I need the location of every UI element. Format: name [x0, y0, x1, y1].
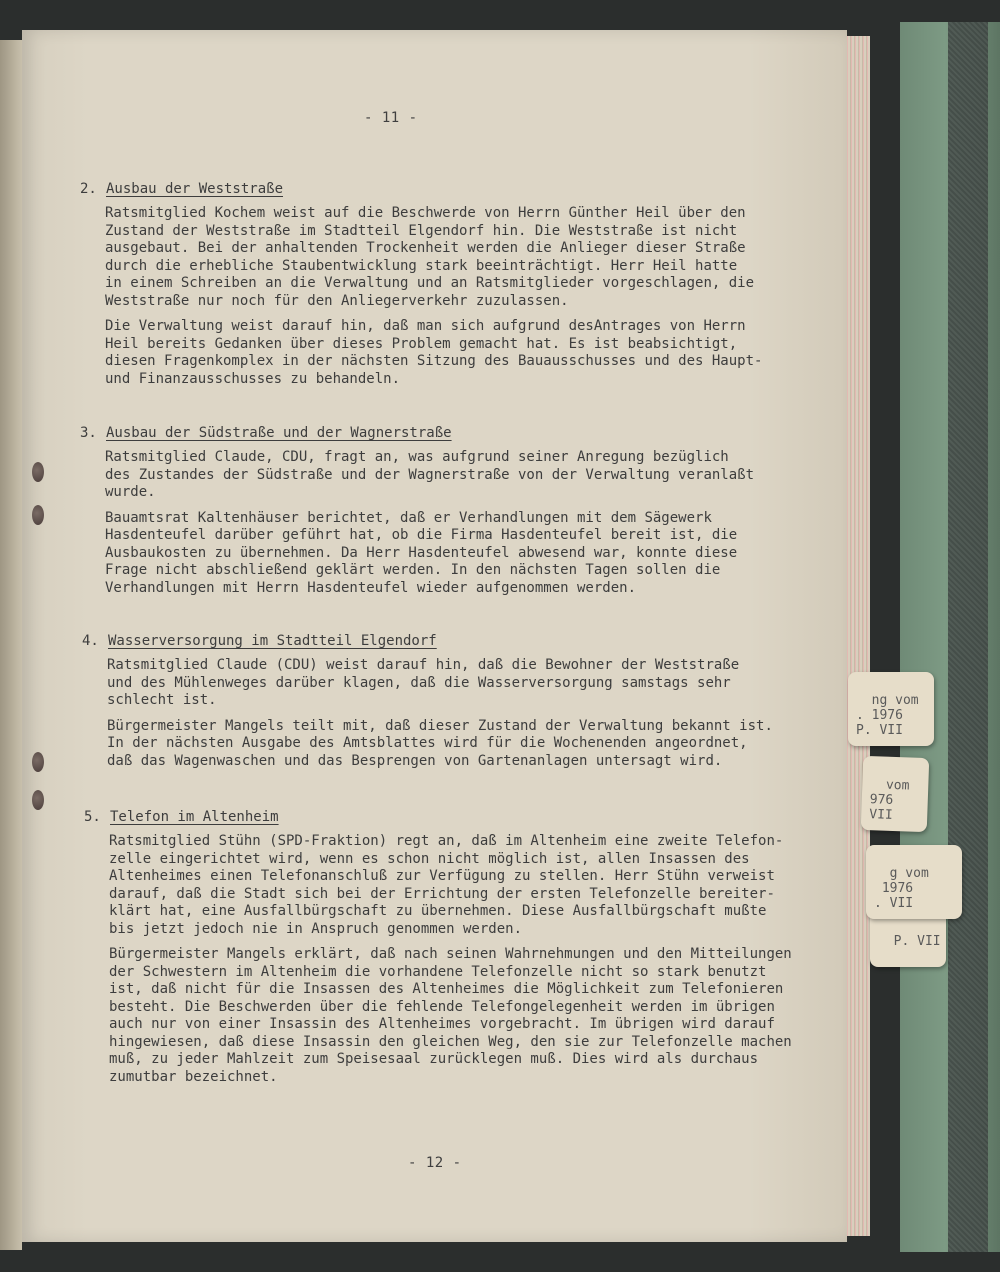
index-tab-3[interactable]: [866, 845, 962, 919]
agenda-item-3: [80, 425, 754, 597]
item-paragraph: Die Verwaltung weist darauf hin, daß man sich aufgrund desAntrages von Herrn Heil bereits Gedanken über dieses Problem gemacht hat. Es ist beabsichtigt, diesen Fragenkomplex in der nächsten Sitzung des Bauausschusses und des Haupt- und Finanzausschusses zu behandeln.: [105, 318, 763, 387]
index-tab-2[interactable]: [861, 756, 930, 832]
item-number: 3.: [80, 425, 97, 441]
index-tab-label: ng vom . 1976 P. VII: [856, 693, 919, 738]
punch-hole: [32, 505, 44, 525]
item-number: 2.: [80, 181, 97, 197]
punch-hole: [32, 752, 44, 772]
index-tab-label: g vom 1976 . VII: [874, 866, 929, 911]
item-paragraph: Ratsmitglied Kochem weist auf die Beschwerde von Herrn Günther Heil über den Zustand der Weststraße im Stadtteil Elgendorf hin. Die Weststraße ist nicht ausgebaut. Bei der anhaltenden Trockenheit werden die Anlieger dieser Straße durch die erhebliche Staubentwicklung stark beeinträchtigt. Herr Heil hatte in einem Schreiben an die Verwaltung und an Ratsmitglieder vorgeschlagen, die Weststraße nur noch für den Anliegerverkehr zuzulassen.: [105, 205, 755, 309]
item-title: Telefon im Altenheim: [110, 809, 279, 825]
left-page-edge: [0, 40, 22, 1250]
item-heading: [80, 181, 762, 197]
index-tab-label: P. VII: [893, 934, 941, 949]
punch-hole: [32, 790, 44, 810]
item-heading: [82, 633, 773, 649]
item-heading: [80, 425, 754, 441]
item-paragraph: Bauamtsrat Kaltenhäuser berichtet, daß er Verhandlungen mit dem Sägewerk Hasdenteufel darüber geführt hat, ob die Firma Hasdenteufel bereit ist, die Ausbaukosten zu übernehmen. Da Herr Hasdenteufel abwesend war, konnte diese Frage nicht abschließend geklärt werden. In den nächsten Tagen sollen die Verhandlungen mit Herrn Hasdenteufel wieder aufgenommen werden.: [105, 509, 738, 596]
index-tab-1[interactable]: [848, 672, 934, 746]
item-paragraph: Ratsmitglied Stühn (SPD-Fraktion) regt an, daß im Altenheim eine zweite Telefon- zelle eingerichtet wird, wenn es schon nicht möglich ist, allen Insassen des Altenheimes einen Telefonanschluß zur Verfügung zu stellen. Herr Stühn verweist darauf, daß die Stadt sich bei der Errichtung der ersten Telefonzelle bereiter- klärt hat, eine Ausfallbürgschaft zu übernehmen. Diese Ausfallbürgschaft mußte bis jetzt jedoch nie in Anspruch genommen werden.: [109, 833, 784, 937]
item-title: Ausbau der Weststraße: [106, 181, 284, 197]
punch-hole: [32, 462, 44, 482]
agenda-item-4: [82, 633, 773, 770]
agenda-item-2: [80, 181, 762, 388]
item-number: 5.: [84, 809, 101, 825]
page-number-bottom: - 12 -: [408, 1155, 462, 1171]
item-paragraph: Ratsmitglied Claude (CDU) weist darauf hin, daß die Bewohner der Weststraße und des Mühlenweges darüber klagen, daß die Wasserversorgung samstags sehr schlecht ist.: [107, 657, 740, 708]
item-heading: [84, 809, 792, 825]
item-paragraph: Ratsmitglied Claude, CDU, fragt an, was aufgrund seiner Anregung bezüglich des Zustandes der Südstraße und der Wagnerstraße von der Verwaltung veranlaßt wurde.: [105, 449, 755, 500]
index-tab-label: vom 976 VII: [869, 777, 910, 823]
agenda-item-5: [84, 809, 792, 1086]
item-paragraph: Bürgermeister Mangels teilt mit, daß dieser Zustand der Verwaltung bekannt ist. In der nächsten Ausgabe des Amtsblattes wird für die Wochenenden angeordnet, daß das Wagenwaschen und das Besprengen von Gartenanlagen untersagt wird.: [107, 717, 773, 769]
item-title: Wasserversorgung im Stadtteil Elgendorf: [108, 633, 437, 649]
item-number: 4.: [82, 633, 99, 649]
item-title: Ausbau der Südstraße und der Wagnerstraße: [106, 425, 452, 441]
page-number-top: - 11 -: [364, 110, 418, 126]
item-paragraph: Bürgermeister Mangels erklärt, daß nach seinen Wahrnehmungen und den Mitteilungen der Schwestern im Altenheim die vorhandene Telefonzelle nicht so stark benutzt ist, daß nicht für die Insassen des Altenheimes die Möglichkeit zum Telefonieren besteht. Die Beschwerden über die fehlende Telefongelegenheit werden im übrigen auch nur von einer Insassin des Altenheimes vorgebracht. Im übrigen wird darauf hingewiesen, daß diese Insassin den gleichen Weg, den sie zur Telefonzelle machen muß, zu jeder Mahlzeit zum Speisesaal zurücklegen muß. Dies wird als durchaus zumutbar bezeichnet.: [109, 946, 792, 1085]
binder-spine: [948, 22, 988, 1252]
